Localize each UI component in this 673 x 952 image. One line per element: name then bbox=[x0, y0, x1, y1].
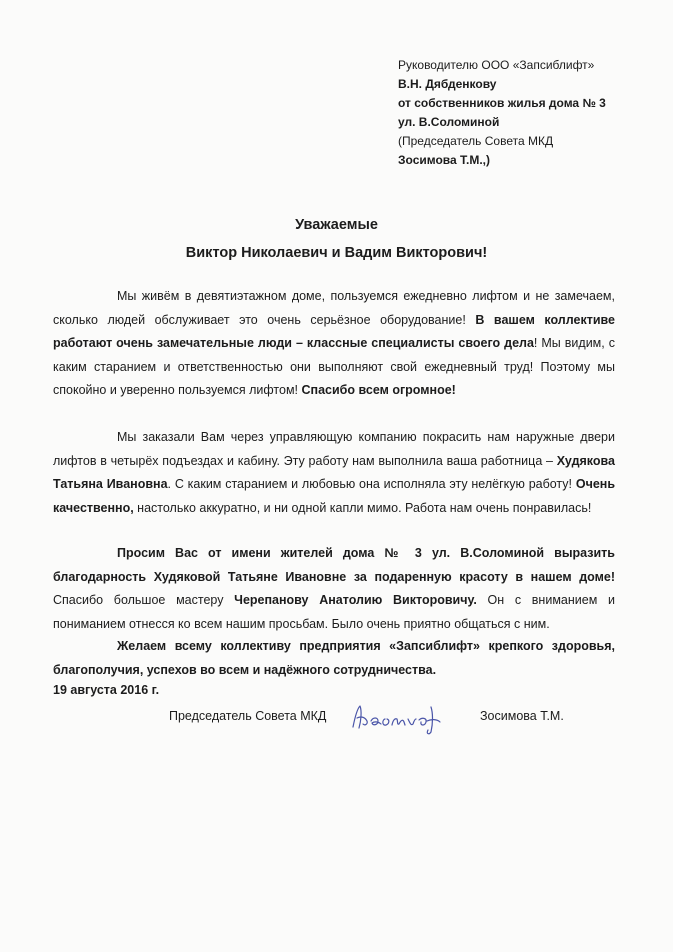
paragraph-1-bold-2: Спасибо всем огромное! bbox=[301, 383, 456, 397]
paragraph-2 bbox=[53, 426, 615, 520]
salutation-line-2: Виктор Николаевич и Вадим Викторович! bbox=[185, 245, 488, 261]
signatory-title: Председатель Совета МКД bbox=[169, 709, 327, 723]
address-line-6: Зосимова Т.М.,) bbox=[398, 153, 490, 167]
paragraph-3-text-1: Спасибо большое мастеру bbox=[53, 593, 235, 607]
paragraph-3-bold-1: Просим Вас от имени жителей дома № 3 ул. В.Соломиной выразить благодарность Худяковой Татьяне Ивановне за подаренную красоту в нашем доме! bbox=[53, 546, 615, 584]
paragraph-4-bold-1: Желаем всему коллективу предприятия «Запсиблифт» крепкого здоровья, благополучия, успехов во всем и надёжного сотрудничества. bbox=[53, 639, 615, 677]
paragraph-2-bold-1: Худякова Татьяна Ивановна bbox=[53, 453, 615, 491]
paragraph-3-bold-2: Черепанову Анатолию Викторовичу. bbox=[234, 593, 477, 607]
salutation-line-1: Уважаемые bbox=[295, 217, 378, 233]
address-line-5: (Председатель Совета МКД bbox=[398, 134, 554, 148]
paragraph-2-text-1: Мы заказали Вам через управляющую компанию покрасить нам наружные двери лифтов в четырёх подъездах и кабину. Эту работу нам выполнила ваша работница – bbox=[53, 430, 615, 468]
address-line-3: от собственников жилья дома № 3 bbox=[398, 96, 606, 110]
paragraph-1-text-1: Мы живём в девятиэтажном доме, пользуемся ежедневно лифтом и не замечаем, сколько людей обслуживает это очень серьёзное оборудование! bbox=[53, 289, 615, 327]
paragraph-2-bold-2: Очень качественно, bbox=[53, 477, 616, 515]
paragraph-1-text-2: ! Мы видим, с каким старанием и ответственностью они выполняют свой ежедневный труд! Поэтому мы спокойно и уверенно пользуемся лифтом! bbox=[53, 336, 615, 397]
signatory-name: Зосимова Т.М. bbox=[480, 709, 564, 723]
handwritten-signature bbox=[347, 701, 447, 735]
address-line-1: Руководителю ООО «Запсиблифт» bbox=[398, 58, 595, 72]
signature-row bbox=[169, 707, 569, 731]
recipient-address-block bbox=[398, 56, 668, 170]
paragraph-2-text-3: настолько аккуратно, и ни одной капли мимо. Работа нам очень понравилась! bbox=[133, 500, 592, 515]
paragraph-1-bold-1: В вашем коллективе работают очень замечательные люди – классные специалисты своего дела bbox=[53, 312, 616, 350]
address-line-4: ул. В.Соломиной bbox=[398, 115, 500, 129]
paragraph-2-text-2: . С каким старанием и любовью она исполняла эту нелёгкую работу! bbox=[167, 477, 576, 491]
paragraph-4 bbox=[53, 635, 615, 682]
address-line-2: В.Н. Дябденкову bbox=[398, 77, 497, 91]
paragraph-1 bbox=[53, 285, 615, 403]
letter-date: 19 августа 2016 г. bbox=[53, 683, 160, 697]
paragraph-3 bbox=[53, 542, 615, 636]
paragraph-3-text-2: Он с вниманием и пониманием отнесся ко всем нашим просьбам. Было очень приятно общаться с ним. bbox=[53, 593, 615, 631]
